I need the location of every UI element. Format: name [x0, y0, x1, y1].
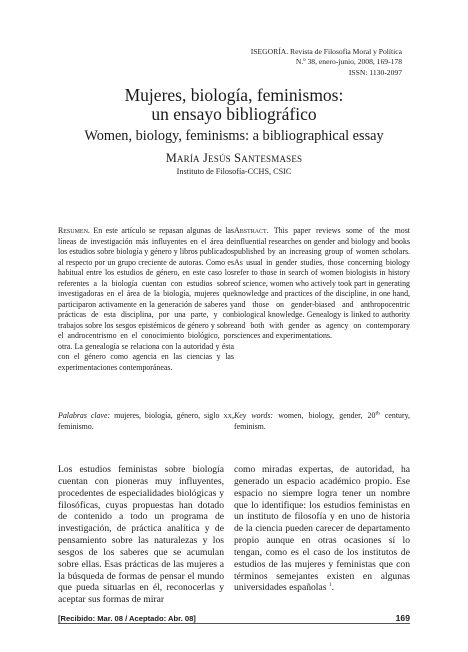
resumen-block	[58, 226, 234, 373]
palabras-clave-label: Palabras clave:	[58, 411, 111, 420]
page-number: 169	[395, 613, 410, 623]
article-subtitle: Women, biology, feminisms: a bibliographical essay	[84, 128, 384, 144]
journal-header	[251, 47, 402, 78]
palabras-clave-end: , feminismo.	[58, 411, 234, 431]
key-words-text: women, biology, gender, 20	[278, 411, 376, 420]
body-column-right	[234, 464, 410, 594]
body-column-right-text: como miradas expertas, de autoridad, ha generado un espacio académico propio. Ese espacio no siempre logra tener un nombre que lo identifique: los estudios feministas en un instituto de filosofía y en uno de historia de la ciencia pueden carecer de departamento propio aunque en otras ocasiones sí lo tengan, como es el caso de los institutos de estudios de las mujeres y feministas que con términos semejantes existen en algunas universidades españolas	[234, 464, 410, 594]
footnote-ref-1[interactable]: 1	[328, 582, 332, 589]
article-title-line-2: un ensayo bibliográfico	[151, 104, 317, 124]
journal-name: ISEGORÍA. Revista de Filosofía Moral y Política	[250, 47, 402, 56]
journal-issn: ISSN: 1130-2097	[348, 67, 402, 77]
palabras-clave-text: mujeres, biología, género, siglo	[114, 411, 220, 420]
key-words-end: century, feminism.	[234, 411, 410, 431]
palabras-clave-century: xx	[223, 411, 232, 420]
author-institution: Instituto de Filosofía-CCHS, CSIC	[176, 167, 292, 176]
key-words-sup: th	[375, 410, 380, 417]
article-title-line-1: Mujeres, biología, feminismos:	[124, 85, 344, 105]
received-accepted-dates: [Recibido: Mar. 08 / Aceptado: Abr. 08]	[58, 614, 196, 623]
article-title	[0, 86, 468, 124]
resumen-label: Resumen.	[58, 226, 90, 235]
resumen-text: En este artículo se repasan algunas de las líneas de investigación más influyentes en el área de los estudios sobre biología y género y libros publicados al respecto por un grupo creciente de autoras. Como es habitual entre los estudios de género, en este caso los referentes a la biología cuentan con estudios sobre investigadoras en el área de la biología, mujeres que participaron activamente en la generación de saberes y prácticas de esta disciplina, por una parte, y con trabajos sobre los sesgos epistémicos de género y sobre el androcentrismo en el conocimiento biológico, por otra. La genealogía se relaciona con la autoridad y ésta con el género como agencia en las ciencias y las experimentaciones contemporáneas.	[58, 226, 234, 372]
author-name: María Jesús Santesmases	[165, 151, 303, 165]
journal-issue: N.º 38, enero-junio, 2008, 169-178	[295, 57, 402, 67]
body-column-left: Los estudios feministas sobre biología cuentan con pioneras muy influyentes, procedentes de especialidades biológicas y filosóficas, cuyas propuestas han dotado de contenido a todo un programa de investigación, de práctica analítica y de pensamiento sobre las naturalezas y los sesgos de los saberes que se acumulan sobre ellas. Esas prácticas de las mujeres a la búsqueda de formas de pensar el mundo que pueda situarlas en él, reconocerlas y aceptar sus formas de mirar	[58, 464, 224, 606]
abstract-label: Abstract.	[234, 226, 269, 235]
footer-rule	[58, 623, 410, 624]
abstract-block	[234, 226, 410, 342]
palabras-clave	[58, 411, 234, 432]
key-words-label: Key words:	[234, 411, 274, 420]
key-words	[234, 411, 410, 432]
body-column-right-end: .	[331, 582, 335, 594]
abstract-text: This paper reviews some of the most influential researches on gender and biology and books published by an increasing group of women scholars. As usual in gender studies, those concerning biology refer to those in search of women biologists in history of science, women who actively took part in generating knowledge and practices of the discipline, in one hand, and those on gender-biased and anthropocentric biological knowledge. Genealogy is linked to authority and both with gender as agency on contemporary sciences and experimentations.	[234, 226, 410, 340]
